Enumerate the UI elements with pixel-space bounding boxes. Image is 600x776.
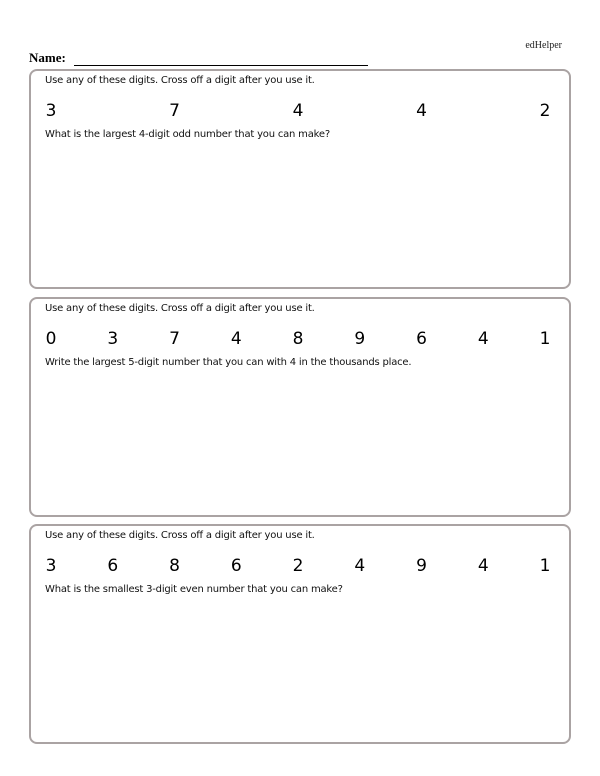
digit[interactable]: 3: [45, 101, 57, 121]
digit[interactable]: 1: [539, 329, 551, 349]
digit[interactable]: 3: [45, 556, 57, 576]
problem-question: What is the largest 4-digit odd number that you can make?: [45, 129, 330, 140]
digit[interactable]: 6: [416, 329, 427, 349]
problem-instruction: Use any of these digits. Cross off a digit after you use it.: [45, 75, 315, 86]
digit[interactable]: 4: [416, 101, 427, 121]
digit[interactable]: 1: [539, 556, 551, 576]
digit[interactable]: 6: [230, 556, 242, 576]
problem-question: Write the largest 5-digit number that you can with 4 in the thousands place.: [45, 357, 412, 368]
problem-box-1: [29, 69, 571, 289]
digit[interactable]: 2: [539, 101, 551, 121]
digit[interactable]: 3: [107, 329, 119, 349]
digit[interactable]: 4: [230, 329, 242, 349]
digit[interactable]: 0: [45, 329, 57, 349]
digit[interactable]: 7: [169, 101, 180, 121]
name-row: [29, 50, 368, 66]
problem-instruction: Use any of these digits. Cross off a digit after you use it.: [45, 303, 315, 314]
digit[interactable]: 8: [169, 556, 180, 576]
brand-label: edHelper: [525, 40, 562, 51]
digit[interactable]: 2: [292, 556, 304, 576]
problem-box-3: [29, 524, 571, 744]
digit[interactable]: 4: [477, 329, 489, 349]
problem-question: What is the smallest 3-digit even number that you can make?: [45, 584, 343, 595]
digit[interactable]: 8: [292, 329, 304, 349]
digit[interactable]: 4: [354, 556, 366, 576]
digit[interactable]: 4: [292, 101, 304, 121]
digit[interactable]: 9: [354, 329, 366, 349]
digit[interactable]: 6: [107, 556, 119, 576]
digit[interactable]: 7: [169, 329, 180, 349]
name-label: Name:: [29, 50, 66, 65]
digit[interactable]: 4: [477, 556, 489, 576]
digit[interactable]: 9: [416, 556, 427, 576]
digit-list: [43, 101, 553, 121]
name-field[interactable]: [74, 51, 368, 66]
problem-box-2: [29, 297, 571, 517]
digit-list: [43, 556, 553, 576]
problem-instruction: Use any of these digits. Cross off a digit after you use it.: [45, 530, 315, 541]
digit-list: [43, 329, 553, 349]
